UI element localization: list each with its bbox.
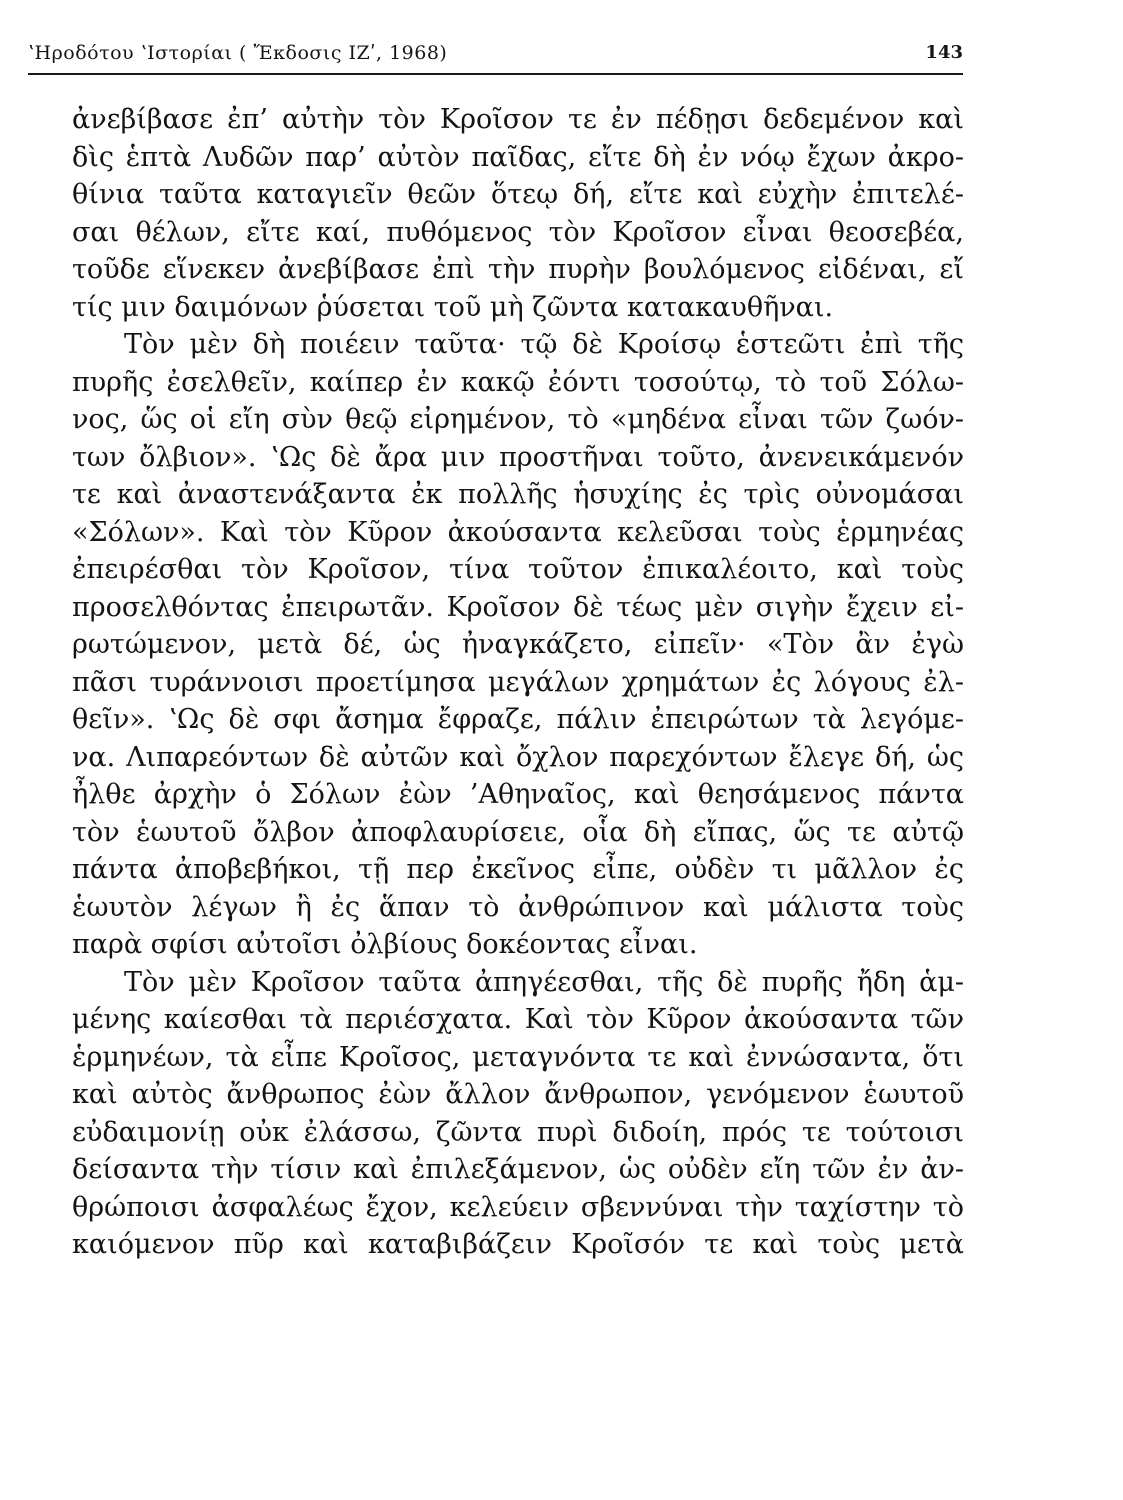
- text-line: πάντα ἀποβεβήκοι, τῇ περ ἐκεῖνος εἶπε, οὐδὲν τι μᾶλλον ἐς: [72, 854, 964, 885]
- running-header: [28, 42, 963, 70]
- text-line: μένης καίεσθαι τὰ περιέσχατα. Καὶ τὸν Κῦρον ἀκούσαντα τῶν: [72, 1004, 964, 1035]
- text-line: τὸν ἑωυτοῦ ὄλβον ἀποφλαυρίσειε, οἷα δὴ εἴπας, ὥς τε αὐτῷ: [72, 816, 964, 848]
- text-line: θίνια ταῦτα καταγιεῖν θεῶν ὅτεῳ δή, εἴτε καὶ εὐχὴν ἐπιτελέ-: [72, 179, 964, 210]
- text-line: προσελθόντας ἐπειρωτᾶν. Κροῖσον δὲ τέως μὲν σιγὴν ἔχειν εἰ-: [72, 591, 964, 623]
- text-line: «Σόλων». Καὶ τὸν Κῦρον ἀκούσαντα κελεῦσαι τοὺς ἑρμηνέας: [72, 516, 964, 548]
- paragraph-start-line: Τὸν μὲν Κροῖσον ταῦτα ἀπηγέεσθαι, τῆς δὲ πυρῆς ἤδη ἁμ-: [124, 966, 964, 998]
- text-line: ἐπειρέσθαι τὸν Κροῖσον, τίνα τοῦτον ἐπικαλέοιτο, καὶ τοὺς: [72, 554, 964, 585]
- text-line: παρὰ σφίσι αὐτοῖσι ὀλβίους δοκέοντας εἶναι.: [72, 929, 698, 960]
- text-line: ἑωυτὸν λέγων ἢ ἐς ἅπαν τὸ ἀνθρώπινον καὶ μάλιστα τοὺς: [72, 891, 964, 923]
- page-number: 143: [925, 42, 963, 63]
- paragraph-start-line: Τὸν μὲν δὴ ποιέειν ταῦτα· τῷ δὲ Κροίσῳ ἑστεῶτι ἐπὶ τῆς: [124, 329, 964, 360]
- text-line: νος, ὥς οἱ εἴη σὺν θεῷ εἰρημένον, τὸ «μηδένα εἶναι τῶν ζωόν-: [72, 404, 964, 435]
- text-line: ἀνεβίβασε ἐπ’ αὐτὴν τὸν Κροῖσον τε ἐν πέδῃσι δεδεμένον καὶ: [72, 104, 964, 135]
- text-line: πᾶσι τυράννοισι προετίμησα μεγάλων χρημάτων ἐς λόγους ἐλ-: [72, 666, 964, 698]
- text-line: θεῖν». ʽΩς δὲ σφι ἄσημα ἔφραζε, πάλιν ἐπειρώτων τὰ λεγόμε-: [72, 704, 964, 735]
- body-text: [72, 101, 964, 1264]
- text-line: των ὄλβιον». ʽΩς δὲ ἄρα μιν προστῆναι τοῦτο, ἀνενεικάμενόν: [72, 441, 964, 473]
- text-line: τίς μιν δαιμόνων ῥύσεται τοῦ μὴ ζῶντα κατακαυθῆναι.: [72, 291, 834, 323]
- text-line: δὶς ἑπτὰ Λυδῶν παρ’ αὐτὸν παῖδας, εἴτε δὴ ἐν νόῳ ἔχων ἀκρο-: [72, 141, 964, 173]
- text-line: καιόμενον πῦρ καὶ καταβιβάζειν Κροῖσόν τε καὶ τοὺς μετὰ: [72, 1229, 964, 1260]
- text-line: καὶ αὐτὸς ἄνθρωπος ἐὼν ἄλλον ἄνθρωπον, γενόμενον ἑωυτοῦ: [72, 1079, 964, 1110]
- text-line: τε καὶ ἀναστενάξαντα ἐκ πολλῆς ἡσυχίης ἐς τρὶς οὐνομάσαι: [72, 479, 964, 510]
- text-line: σαι θέλων, εἴτε καί, πυθόμενος τὸν Κροῖσον εἶναι θεοσεβέα,: [72, 216, 964, 248]
- book-title: ʽΗροδότου ʽΙστορίαι ( Ἔκδοσις ΙΖʹ, 1968): [28, 42, 448, 64]
- text-line: εὐδαιμονίῃ οὐκ ἐλάσσω, ζῶντα πυρὶ διδοίη, πρός τε τούτοισι: [72, 1116, 964, 1148]
- text-line: τοῦδε εἵνεκεν ἀνεβίβασε ἐπὶ τὴν πυρὴν βουλόμενος εἰδέναι, εἴ: [72, 254, 964, 285]
- text-line: ἑρμηνέων, τὰ εἶπε Κροῖσος, μεταγνόντα τε καὶ ἐννώσαντα, ὅτι: [72, 1041, 964, 1073]
- text-line: πυρῆς ἐσελθεῖν, καίπερ ἐν κακῷ ἐόντι τοσούτῳ, τὸ τοῦ Σόλω-: [72, 366, 964, 398]
- text-line: ρωτώμενον, μετὰ δέ, ὡς ἠναγκάζετο, εἰπεῖν· «Τὸν ἂν ἐγὼ: [72, 629, 964, 660]
- text-line: να. Λιπαρεόντων δὲ αὐτῶν καὶ ὄχλον παρεχόντων ἔλεγε δή, ὡς: [72, 741, 964, 773]
- text-line: δείσαντα τὴν τίσιν καὶ ἐπιλεξάμενον, ὡς οὐδὲν εἴη τῶν ἐν ἀν-: [72, 1154, 964, 1185]
- text-line: ἦλθε ἀρχὴν ὁ Σόλων ἐὼν ’Αθηναῖος, καὶ θεησάμενος πάντα: [72, 779, 964, 810]
- header-rule: [28, 73, 963, 75]
- text-line: θρώποισι ἀσφαλέως ἔχον, κελεύειν σβεννύναι τὴν ταχίστην τὸ: [72, 1191, 964, 1223]
